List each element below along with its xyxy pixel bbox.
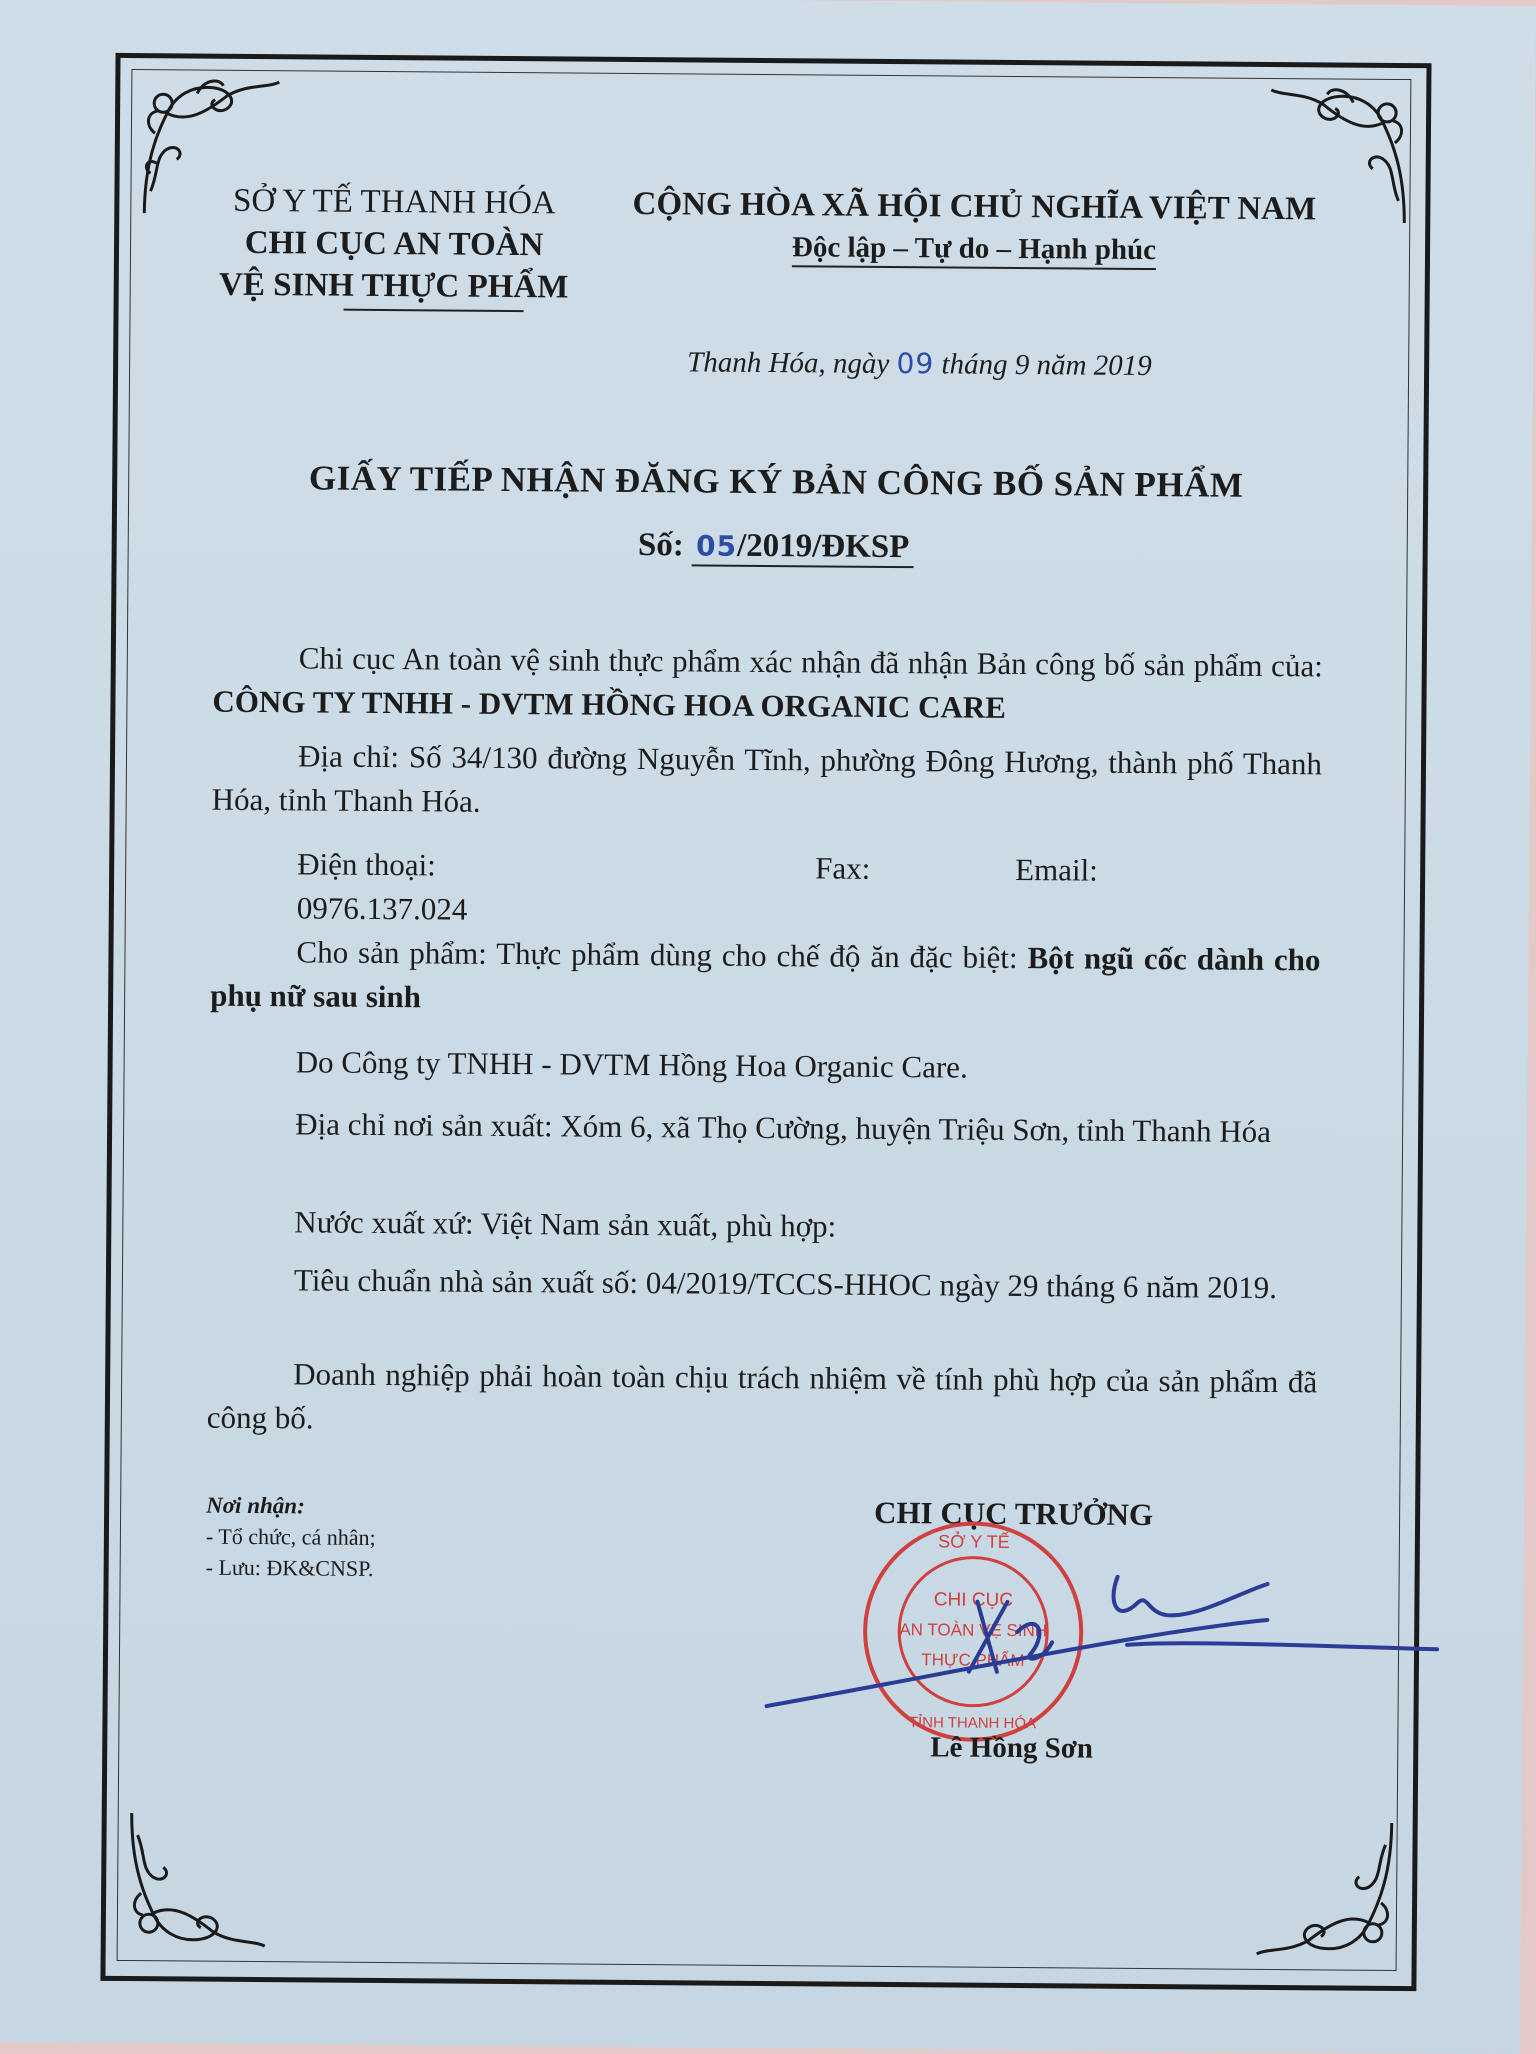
number-suffix: /2019/ĐKSP bbox=[736, 527, 910, 566]
number-value-handwritten: 05 bbox=[695, 529, 738, 563]
national-motto: Độc lập – Tự do – Hạnh phúc bbox=[792, 231, 1156, 270]
corner-ornament-icon bbox=[1249, 1812, 1400, 1963]
signer-title: CHI CỤC TRƯỞNG bbox=[873, 1494, 1154, 1533]
standard: Tiêu chuẩn nhà sản xuất số: 04/2019/TCCS-HHOC ngày 29 tháng 6 năm 2019. bbox=[293, 1262, 1278, 1306]
date-suffix: tháng 9 năm 2019 bbox=[934, 348, 1152, 383]
responsibility: Doanh nghiệp phải hoàn toàn chịu trách nhiệm về tính phù hợp của sản phẩm đã công bố. bbox=[206, 1356, 1318, 1436]
seal-bottom-text: TỈNH THANH HÓA bbox=[908, 1714, 1037, 1733]
product-type: Cho sản phẩm: Thực phẩm dùng cho chế độ ăn đặc biệt: bbox=[296, 934, 1028, 976]
email: Email: bbox=[1015, 851, 1098, 888]
national-title: CỘNG HÒA XÃ HỘI CHỦ NGHĨA VIỆT NAM bbox=[632, 185, 1317, 228]
fax: Fax: bbox=[815, 850, 871, 886]
national-header bbox=[594, 183, 1355, 273]
recipient-item: - Tổ chức, cá nhân; bbox=[205, 1523, 376, 1550]
issue-date bbox=[687, 345, 1152, 383]
signer-name: Lê Hồng Sơn bbox=[930, 1731, 1094, 1765]
intro-paragraph bbox=[212, 636, 1323, 733]
number-label: Số: bbox=[637, 526, 693, 564]
date-prefix: Thanh Hóa, ngày bbox=[687, 346, 897, 381]
phone: Điện thoại: 0976.137.024 bbox=[296, 846, 468, 927]
agency-name-line1: CHI CỤC AN TOÀN bbox=[244, 224, 544, 264]
handwritten-signature bbox=[746, 1560, 1447, 1725]
date-day-handwritten: 09 bbox=[896, 347, 935, 381]
seal-top-text: SỞ Y TẾ bbox=[938, 1531, 1010, 1552]
corner-ornament-icon bbox=[123, 1803, 274, 1954]
agency-header bbox=[194, 180, 595, 313]
seal-line2: AN TOÀN VỆ SINH bbox=[899, 1620, 1048, 1641]
production-address: Địa chỉ nơi sản xuất: Xóm 6, xã Thọ Cường, huyện Triệu Sơn, tỉnh Thanh Hóa bbox=[295, 1106, 1272, 1149]
product-paragraph bbox=[210, 930, 1321, 1027]
agency-parent: SỞ Y TẾ THANH HÓA bbox=[232, 182, 556, 222]
recipients-heading: Nơi nhận: bbox=[206, 1492, 305, 1519]
product-name: Bột ngũ cốc dành cho phụ nữ sau sinh bbox=[210, 940, 1321, 1015]
seal-line1: CHI CỤC bbox=[933, 1589, 1014, 1611]
origin: Nước xuất xứ: Việt Nam sản xuất, phù hợp: bbox=[294, 1204, 837, 1244]
company-address: Địa chỉ: Số 34/130 đường Nguyễn Tĩnh, phường Đông Hương, thành phố Thanh Hóa, tỉnh Thanh Hóa. bbox=[211, 738, 1323, 819]
recipients bbox=[206, 1490, 376, 1584]
company-name: CÔNG TY TNHH - DVTM HỒNG HOA ORGANIC CARE bbox=[212, 683, 1007, 725]
recipient-item: - Lưu: ĐK&CNSP. bbox=[205, 1554, 374, 1581]
agency-name-line2: VỆ SINH THỰC PHẨM bbox=[218, 266, 569, 306]
intro-text: Chi cục An toàn vệ sinh thực phẩm xác nhận đã nhận Bản công bố sản phẩm của: bbox=[298, 640, 1323, 684]
seal-line3: THỰC PHẨM bbox=[921, 1650, 1025, 1671]
producer: Do Công ty TNHH - DVTM Hồng Hoa Organic Care. bbox=[295, 1044, 968, 1085]
document-title: GIẤY TIẾP NHẬN ĐĂNG KÝ BẢN CÔNG BỐ SẢN PHẨM bbox=[308, 458, 1244, 505]
